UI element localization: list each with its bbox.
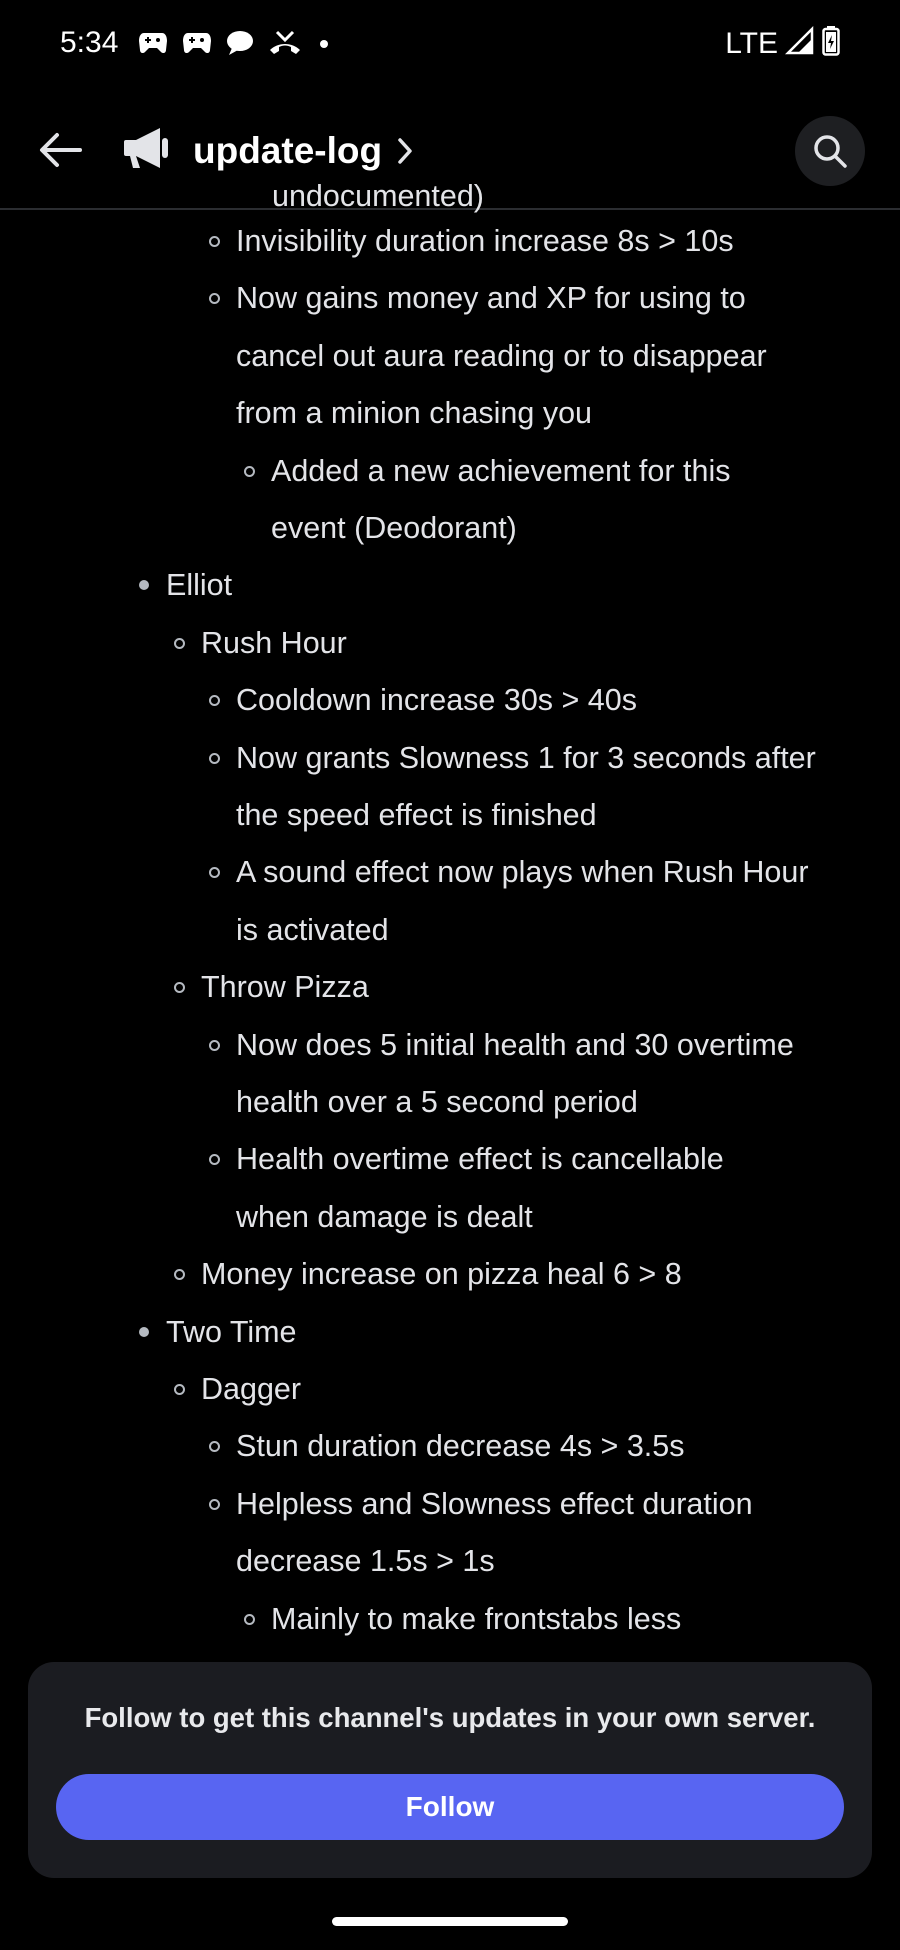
follow-panel: [28, 1662, 872, 1878]
list-item: Invisibility duration increase 8s > 10s: [236, 224, 734, 258]
bullet-ring-icon: [244, 466, 255, 477]
bullet-ring-icon: [209, 1040, 220, 1051]
status-right: [725, 26, 840, 61]
notification-icons: [138, 30, 332, 56]
list-item: Now does 5 initial health and 30 overtime: [236, 1027, 794, 1062]
arrow-left-icon: [38, 132, 82, 168]
list-item: from a minion chasing you: [236, 396, 593, 431]
list-item: when damage is dealt: [236, 1199, 533, 1234]
partial-line: undocumented): [272, 179, 484, 213]
search-icon: [811, 132, 849, 170]
bullet-ring-icon: [209, 1499, 220, 1510]
game-controller-icon: [138, 30, 168, 56]
channel-name[interactable]: update-log: [193, 130, 383, 171]
list-item: Mainly to make frontstabs less: [271, 1601, 682, 1636]
message-content: [0, 179, 900, 1660]
list-item: Two Time: [166, 1314, 297, 1349]
list-item: the speed effect is finished: [236, 798, 597, 832]
list-item: health over a 5 second period: [236, 1085, 638, 1119]
dot-icon: [316, 30, 332, 56]
list-item: Throw Pizza: [201, 970, 369, 1005]
bullet-ring-icon: [244, 1614, 255, 1625]
chevron-right-icon[interactable]: [396, 136, 414, 171]
bullet-ring-icon: [209, 236, 220, 247]
bullet-ring-icon: [209, 867, 220, 878]
list-item: Helpless and Slowness effect duration: [236, 1486, 753, 1521]
bullet-ring-icon: [209, 753, 220, 764]
bullet-ring-icon: [174, 1384, 185, 1395]
list-item: Rush Hour: [201, 625, 347, 660]
network-label: LTE: [725, 26, 778, 60]
back-button[interactable]: [30, 120, 90, 180]
bullet-ring-icon: [209, 293, 220, 304]
list-item: Elliot: [166, 568, 233, 603]
list-item: is activated: [236, 912, 389, 947]
bullet-ring-icon: [209, 695, 220, 706]
list-item: Cooldown increase 30s > 40s: [236, 683, 637, 718]
missed-call-icon: [268, 30, 302, 56]
bullet-ring-icon: [209, 1154, 220, 1165]
list-item: Stun duration decrease 4s > 3.5s: [236, 1429, 685, 1464]
game-controller-icon: [182, 30, 212, 56]
list-item: decrease 1.5s > 1s: [236, 1544, 495, 1579]
list-item: Now grants Slowness 1 for 3 seconds after: [236, 740, 816, 775]
bullet-disc-icon: [139, 580, 149, 590]
signal-icon: [786, 27, 814, 60]
search-button[interactable]: [795, 116, 865, 186]
list-item: A sound effect now plays when Rush Hour: [236, 855, 809, 890]
status-bar: [0, 0, 900, 90]
list-item: Health overtime effect is cancellable: [236, 1142, 724, 1177]
follow-button[interactable]: Follow: [56, 1774, 844, 1840]
battery-icon: [822, 26, 840, 61]
bullet-ring-icon: [174, 638, 185, 649]
chat-bubble-icon: [226, 30, 254, 56]
list-item: Money increase on pizza heal 6 > 8: [201, 1257, 682, 1292]
list-item: Added a new achievement for this: [271, 453, 731, 488]
list-item: event (Deodorant): [271, 511, 517, 545]
bullet-ring-icon: [174, 1269, 185, 1280]
list-item: Now gains money and XP for using to: [236, 281, 746, 316]
megaphone-icon: [122, 126, 172, 175]
list-item: Dagger: [201, 1372, 302, 1406]
home-indicator[interactable]: [332, 1917, 568, 1926]
bullet-ring-icon: [174, 982, 185, 993]
follow-message: Follow to get this channel's updates in your own server.: [84, 1702, 816, 1733]
status-time: 5:34: [60, 26, 119, 59]
list-item: cancel out aura reading or to disappear: [236, 338, 767, 373]
bullet-disc-icon: [139, 1327, 149, 1337]
bullet-ring-icon: [209, 1441, 220, 1452]
